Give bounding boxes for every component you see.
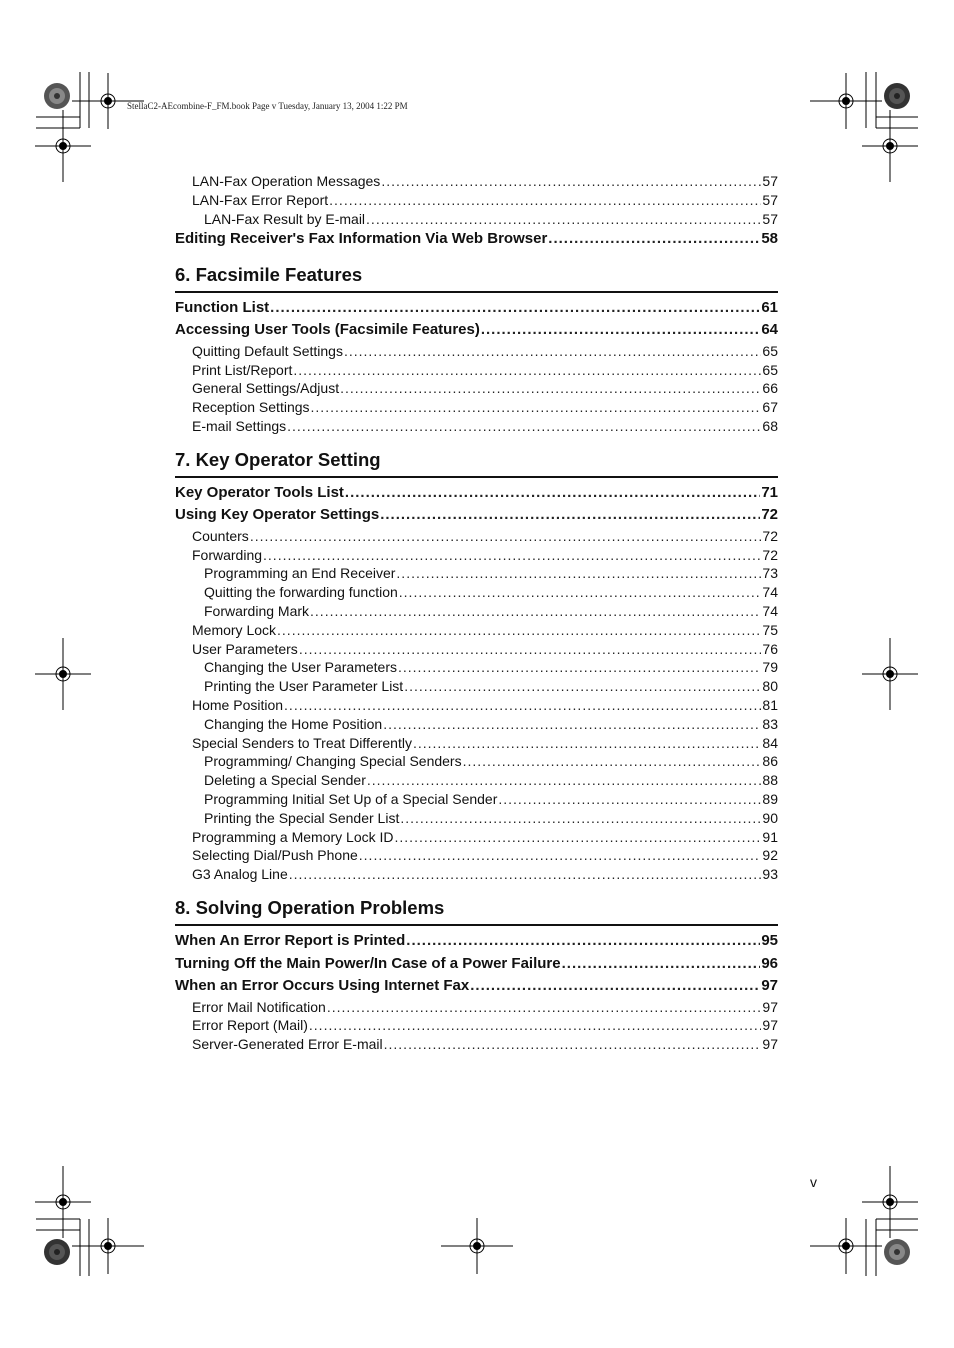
- toc-entry[interactable]: [175, 846, 778, 865]
- dot-leader: [383, 715, 761, 734]
- toc-entry-page: 97: [762, 998, 778, 1015]
- dot-leader: [250, 527, 762, 546]
- dot-leader: [406, 930, 760, 953]
- toc-entry[interactable]: [175, 696, 778, 715]
- dot-leader: [366, 210, 761, 229]
- toc-entry-page: 65: [762, 342, 778, 359]
- dot-leader: [329, 191, 761, 210]
- toc-entry[interactable]: [175, 342, 778, 361]
- toc-entry-page: 75: [762, 621, 778, 638]
- dot-leader: [327, 998, 762, 1017]
- toc-entry[interactable]: [175, 379, 778, 398]
- toc-entry-title: Forwarding Mark: [204, 603, 310, 620]
- toc-entry[interactable]: [175, 210, 778, 229]
- dot-leader: [399, 583, 762, 602]
- dot-leader: [263, 546, 761, 565]
- toc-entry[interactable]: [175, 504, 778, 527]
- toc-entry-title: Editing Receiver's Fax Information Via Web Browser: [175, 230, 548, 248]
- toc-entry[interactable]: [175, 658, 778, 677]
- toc-entry-page: 91: [762, 828, 778, 845]
- dot-leader: [398, 658, 761, 677]
- dot-leader: [289, 865, 762, 884]
- toc-entry[interactable]: [175, 715, 778, 734]
- toc-entry[interactable]: [175, 734, 778, 753]
- toc-entry-page: 74: [762, 603, 778, 620]
- toc-entry[interactable]: [175, 975, 778, 998]
- toc-entry-page: 97: [762, 1017, 778, 1034]
- dot-leader: [345, 482, 760, 505]
- toc-entry-page: 72: [762, 546, 778, 563]
- toc-entry-title: Using Key Operator Settings: [175, 506, 380, 524]
- toc-entry[interactable]: [175, 602, 778, 621]
- dot-leader: [562, 953, 761, 976]
- toc-entry[interactable]: [175, 172, 778, 191]
- toc-entry-page: 73: [762, 565, 778, 582]
- toc-entry-page: 86: [762, 753, 778, 770]
- toc-entry[interactable]: [175, 527, 778, 546]
- toc-entry[interactable]: [175, 482, 778, 505]
- toc-entry[interactable]: [175, 790, 778, 809]
- dot-leader: [311, 398, 762, 417]
- toc-entry-page: 92: [762, 847, 778, 864]
- toc-entry-page: 57: [762, 210, 778, 227]
- toc-entry[interactable]: [175, 546, 778, 565]
- toc-entry-page: 72: [761, 506, 778, 524]
- toc-entry-title: Changing the Home Position: [204, 715, 383, 732]
- toc-entry-title: Programming Initial Set Up of a Special Sender: [204, 791, 498, 808]
- toc-entry-title: Memory Lock: [192, 621, 277, 638]
- dot-leader: [293, 361, 761, 380]
- toc-entry-title: User Parameters: [192, 640, 298, 657]
- toc-entry[interactable]: [175, 191, 778, 210]
- toc-entry[interactable]: [175, 297, 778, 320]
- toc-entry[interactable]: [175, 1016, 778, 1035]
- toc-entry[interactable]: [175, 398, 778, 417]
- toc-entry-page: 80: [762, 678, 778, 695]
- toc-entry[interactable]: [175, 564, 778, 583]
- toc-entry[interactable]: [175, 998, 778, 1017]
- toc-entry[interactable]: [175, 361, 778, 380]
- toc-entry[interactable]: [175, 677, 778, 696]
- toc-entry-title: Reception Settings: [192, 399, 310, 416]
- dot-leader: [463, 752, 762, 771]
- dot-leader: [277, 621, 761, 640]
- dot-leader: [380, 504, 760, 527]
- toc-entry[interactable]: [175, 640, 778, 659]
- toc-entry-page: 97: [762, 1036, 778, 1053]
- toc-entry-title: Quitting the forwarding function: [204, 584, 398, 601]
- toc-entry-page: 57: [762, 173, 778, 189]
- chapter-heading: 6. Facsimile Features: [175, 263, 778, 293]
- toc-entry-title: Key Operator Tools List: [175, 483, 344, 501]
- toc-entry-title: General Settings/Adjust: [192, 380, 340, 397]
- toc-entry[interactable]: [175, 953, 778, 976]
- toc-entry-title: LAN-Fax Operation Messages: [192, 173, 381, 189]
- toc-entry-title: Quitting Default Settings: [192, 342, 343, 359]
- toc-entry-title: Printing the User Parameter List: [204, 678, 404, 695]
- dot-leader: [400, 809, 761, 828]
- toc-entry-title: When an Error Occurs Using Internet Fax: [175, 977, 470, 995]
- toc-entry-title: Deleting a Special Sender: [204, 772, 366, 789]
- toc-entry-page: 57: [762, 191, 778, 208]
- toc-entry-title: Counters: [192, 527, 249, 544]
- toc-entry-title: Function List: [175, 298, 270, 316]
- toc-entry-title: Programming/ Changing Special Senders: [204, 753, 462, 770]
- toc-entry-title: When An Error Report is Printed: [175, 932, 406, 950]
- dot-leader: [548, 228, 760, 251]
- toc-entry-title: E-mail Settings: [192, 418, 287, 435]
- toc-entry[interactable]: [175, 865, 778, 884]
- dot-leader: [404, 677, 761, 696]
- toc-entry[interactable]: [175, 1035, 778, 1054]
- toc-entry-page: 66: [762, 380, 778, 397]
- toc-entry[interactable]: [175, 828, 778, 847]
- toc-entry-title: Changing the User Parameters: [204, 659, 397, 676]
- toc-entry[interactable]: [175, 752, 778, 771]
- dot-leader: [367, 771, 762, 790]
- file-header-note: StellaC2-AEcombine-F_FM.book Page v Tuesday, January 13, 2004 1:22 PM: [127, 101, 408, 111]
- toc-entry-page: 61: [761, 298, 778, 316]
- page-number: v: [810, 1174, 817, 1190]
- toc-entry-page: 74: [762, 584, 778, 601]
- dot-leader: [310, 602, 761, 621]
- dot-leader: [359, 846, 762, 865]
- toc-entry[interactable]: [175, 771, 778, 790]
- toc-entry-page: 65: [762, 361, 778, 378]
- toc-entry-title: Server-Generated Error E-mail: [192, 1036, 383, 1053]
- chapter-heading: 8. Solving Operation Problems: [175, 896, 778, 926]
- dot-leader: [287, 417, 761, 436]
- dot-leader: [470, 975, 760, 998]
- toc-entry-page: 64: [761, 321, 778, 339]
- dot-leader: [344, 342, 761, 361]
- toc-entry-page: 90: [762, 809, 778, 826]
- toc-entry-page: 71: [761, 483, 778, 501]
- toc-entry-page: 88: [762, 772, 778, 789]
- chapter-heading: 7. Key Operator Setting: [175, 448, 778, 478]
- dot-leader: [384, 1035, 762, 1054]
- toc-entry-title: Forwarding: [192, 546, 263, 563]
- dot-leader: [498, 790, 761, 809]
- toc-entry-title: Printing the Special Sender List: [204, 809, 400, 826]
- dot-leader: [381, 172, 761, 191]
- toc-entry-page: 79: [762, 659, 778, 676]
- toc-entry-title: LAN-Fax Error Report: [192, 191, 329, 208]
- toc-entry-title: Print List/Report: [192, 361, 293, 378]
- toc-entry[interactable]: [175, 319, 778, 342]
- toc-entry-page: 83: [762, 715, 778, 732]
- toc-entry-title: G3 Analog Line: [192, 866, 288, 883]
- toc-entry-title: Home Position: [192, 697, 284, 714]
- toc-entry-page: 68: [762, 418, 778, 435]
- toc-entry[interactable]: [175, 621, 778, 640]
- toc-entry[interactable]: [175, 228, 778, 251]
- toc-entry[interactable]: [175, 417, 778, 436]
- toc-entry-title: Special Senders to Treat Differently: [192, 734, 412, 751]
- table-of-contents: [175, 172, 778, 1054]
- toc-entry-page: 96: [761, 954, 778, 972]
- toc-entry[interactable]: [175, 583, 778, 602]
- toc-entry-page: 67: [762, 399, 778, 416]
- dot-leader: [299, 640, 762, 659]
- dot-leader: [395, 828, 762, 847]
- toc-entry-page: 58: [761, 230, 778, 248]
- toc-entry-title: Error Mail Notification: [192, 998, 326, 1015]
- dot-leader: [396, 564, 761, 583]
- toc-entry-page: 76: [762, 640, 778, 657]
- toc-entry-page: 81: [762, 697, 778, 714]
- toc-entry[interactable]: [175, 930, 778, 953]
- toc-entry-title: Error Report (Mail): [192, 1017, 308, 1034]
- toc-entry-title: LAN-Fax Result by E-mail: [204, 210, 366, 227]
- toc-entry-page: 95: [761, 932, 778, 950]
- dot-leader: [413, 734, 761, 753]
- toc-entry-title: Accessing User Tools (Facsimile Features): [175, 321, 480, 339]
- dot-leader: [340, 379, 761, 398]
- toc-entry[interactable]: [175, 809, 778, 828]
- toc-entry-page: 89: [762, 791, 778, 808]
- dot-leader: [270, 297, 760, 320]
- toc-entry-title: Turning Off the Main Power/In Case of a Power Failure: [175, 954, 561, 972]
- toc-entry-page: 93: [762, 866, 778, 883]
- toc-entry-page: 84: [762, 734, 778, 751]
- toc-entry-title: Programming a Memory Lock ID: [192, 828, 394, 845]
- dot-leader: [309, 1016, 762, 1035]
- toc-entry-page: 97: [761, 977, 778, 995]
- toc-entry-title: Selecting Dial/Push Phone: [192, 847, 358, 864]
- dot-leader: [481, 319, 760, 342]
- toc-entry-page: 72: [762, 527, 778, 544]
- dot-leader: [284, 696, 761, 715]
- toc-entry-title: Programming an End Receiver: [204, 565, 396, 582]
